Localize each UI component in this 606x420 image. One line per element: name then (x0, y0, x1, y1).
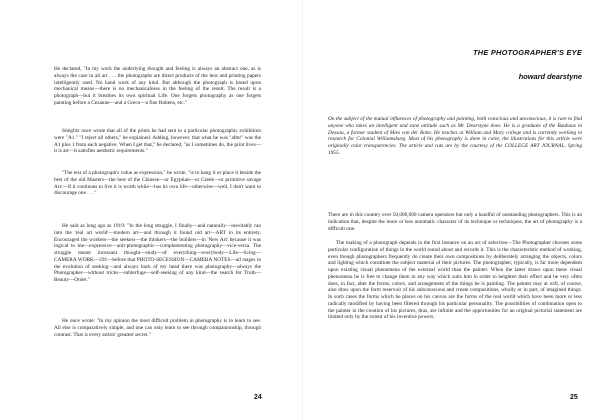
body-paragraph: He said as long ago as 1919: "In the long struggle, I finally—and naturally—inevitably ran into the 'real art world'—modern art—and through it found old art—ART in its entirety. Encouraged the workers—the seekers—the thinkers—the builders—in 'New Art' because it was logical to me—expressive—anti-photographic—complementing photography—vice-versa. The struggle meant incessant thought—study—of everything—everybody—Life—living—CAMERA WORK—291—before that PHOTO-SECESSION—CAMERA NOTES—all stages in the evolution of seeking—and always back of my head there was photography—always the Photographer—without tricks—subterfuge—self-seeking of any kind—the search for Truth—Beauty—Order." (54, 223, 261, 283)
body-paragraph: Stieglitz once wrote that all of the prints he had sent to a particular photographic exhibition were "A1." "I reject all others," he explained. Adding, however, that what he was "after" was the A1 plus 1 from each negative. When I get that," he declared, "as I sometimes do, the print lives—it is art—it satisfies aesthetic requirements." (54, 128, 261, 155)
article-author: howard dearstyne (518, 72, 582, 81)
body-paragraph: He once wrote: "In my opinion the most difficult problem in photography is to learn to see. All else is comparatively simple, and one can only learn to see through companionship, through contrast. That is every artists' greatest secret." (54, 318, 261, 338)
body-paragraph: There are in this country over 50,000,000 camera operators but only a handful of outstanding photographers. This is an indication that, despite the more or less automatic character of its technique or techniques, the art of photography is a difficult one. (328, 212, 582, 232)
page-number: 25 (570, 394, 578, 401)
article-intro: On the subject of the mutual influences of photography and painting, both conscious and unconscious, it is rare to find anyone who takes an intelligent and sane attitude such as Mr. Dearstyne does. He is a graduate of the Bauhaus in Dessau, a former student of Mies van der Rohe. He teaches at William and Mary college and is currently working in research for Colonial Williamsburg. Most of his photography is done in color, the illustrations for this article were originally color transparencies. The article and cuts are by the courtesy of the COLLEGE ART JOURNAL, Spring 1955. (328, 116, 582, 156)
article-title: THE PHOTOGRAPHER'S EYE (473, 48, 582, 57)
body-paragraph: The making of a photograph depends in the first instance on an act of selection—The Photographer chooses some particular configuration of things in the world round about and records it. This is the characteristic method of working, even though photographers frequently do create their own compositions by deliberately arranging the objects, colors and lighting which constitute the subject material of their pictures. The photographer, typically, is far more dependent upon existing visual phenomena of the external world than the painter. When the latter draws upon these visual phenomena he is free to change them in any way which suits him in order to heighten their effect and he very often does, in fact, alter the forms, colors, and arrangement of the things he is painting. The painter may at will, of course, also draw upon the form reservoir of his subconscious and create compositions, wholly or in part, of imagined things. In such cases the forms which he places on his canvas are the forms of the real world which have been more or less radically modified by having been filtered through his particular personality. The possibilities of combination open to the painter in the creation of his pictures, thus, are infinite and the opportunities for an original pictorial statement are limited only by the extent of his inventive powers. (328, 240, 582, 321)
right-page (303, 0, 606, 420)
body-paragraph: "The test of a photograph's value as expression," he wrote, "is to hang it or place it beside the best of the old Masters—the best of the Chinese—or Egyptian—or Greek—or primitive savage Art:—if it continues to live it is worth while—has its own life—otherwise—well, I don't want to discourage one . . ." (54, 170, 261, 197)
page-number: 24 (254, 394, 262, 401)
body-paragraph: He declared, "In my work the underlying thought and feeling is always an abstract one, as is always the case in all art . . . the photographs are direct products of the lens and printing papers intelligently used. No hand work of any kind. But although the photograph is based upon mechanical means—there is no mechanicalness in the feeling of the result. The result is a photograph—but it breathes its own spiritual Life. One forgets photography as one forgets painting before a Cezanne—and a Greco—a fine Rubens, etc." (54, 66, 261, 106)
